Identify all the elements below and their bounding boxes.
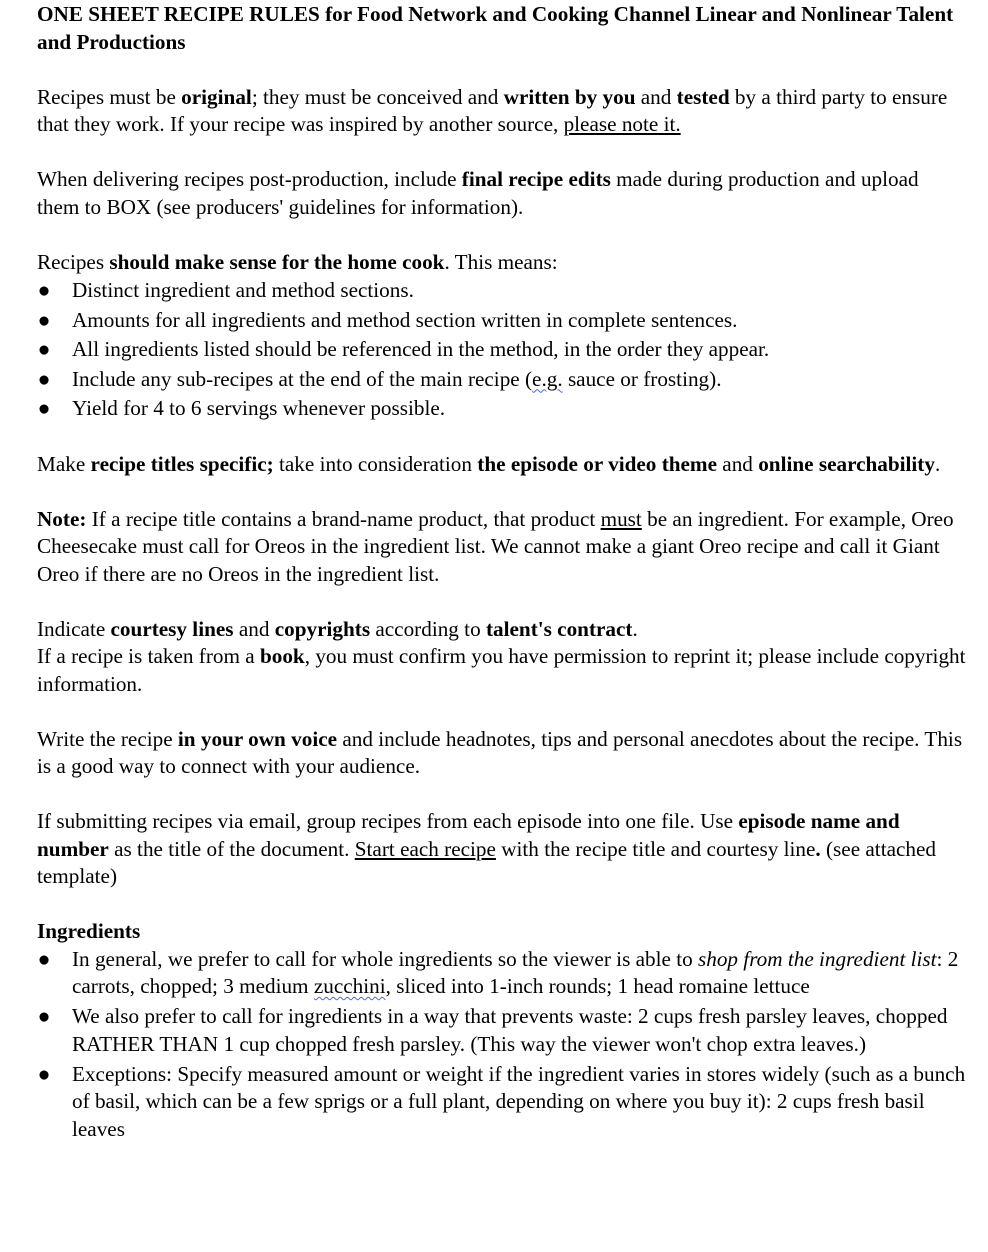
text: as the title of the document. xyxy=(108,836,355,861)
text: Recipes xyxy=(37,249,110,274)
list-item-text: Distinct ingredient and method sections. xyxy=(72,278,414,302)
paragraph-note xyxy=(37,506,966,589)
text: and xyxy=(233,616,275,641)
text: Write the recipe xyxy=(37,726,178,751)
bold-courtesy-lines: courtesy lines xyxy=(110,616,234,641)
bullet-icon: ● xyxy=(37,366,51,391)
text: . xyxy=(934,451,941,476)
paragraph-originality xyxy=(37,84,966,139)
text: and xyxy=(717,451,759,476)
text: If submitting recipes via email, group recipes from each episode into one file. Use xyxy=(37,809,739,833)
bullet-icon: ● xyxy=(37,337,51,361)
list-item xyxy=(37,335,966,365)
list-item xyxy=(37,306,966,336)
bold-talent-contract: talent's contract xyxy=(485,616,633,641)
ingredients-heading: Ingredients xyxy=(37,919,141,943)
text: take into consideration xyxy=(273,451,478,476)
underlined-note: please note it. xyxy=(563,112,681,136)
bold-recipe-titles: recipe titles specific; xyxy=(90,451,274,476)
paragraph-courtesy xyxy=(37,616,966,644)
paragraph-titles xyxy=(37,451,966,479)
list-item xyxy=(37,946,966,1001)
paragraph-book xyxy=(37,643,966,698)
underlined-must: must xyxy=(600,506,642,531)
bullet-icon: ● xyxy=(37,396,51,420)
bold-episode-name: episode name and number xyxy=(37,809,900,861)
list-item xyxy=(37,365,966,395)
bullet-icon: ● xyxy=(37,1004,51,1028)
paragraph-voice xyxy=(37,726,966,781)
text: If a recipe title contains a brand-name product, that product xyxy=(86,506,601,531)
list-item xyxy=(37,394,966,424)
bold-own-voice: in your own voice xyxy=(177,726,338,751)
bullet-icon: ● xyxy=(37,307,51,332)
bold-original: original xyxy=(181,84,252,109)
bullet-icon: ● xyxy=(37,278,51,302)
list-item xyxy=(37,1003,966,1058)
text: with the recipe title and courtesy line xyxy=(495,836,816,861)
paragraph-email xyxy=(37,808,966,891)
paragraph-post-production xyxy=(37,166,966,221)
text: Make xyxy=(37,451,91,476)
ingredients-list xyxy=(37,946,966,1144)
text: When delivering recipes post-production, include xyxy=(37,167,462,191)
text: according to xyxy=(370,616,486,641)
list-item-text: All ingredients listed should be referenced in the method, in the order they appear. xyxy=(72,337,770,361)
text: . This means: xyxy=(444,249,558,274)
text: Indicate xyxy=(37,616,111,641)
list-item-text: , sliced into 1-inch rounds; 1 head romaine lettuce xyxy=(385,974,810,998)
bullet-icon: ● xyxy=(37,946,51,971)
bullet-icon: ● xyxy=(37,1061,51,1086)
list-item-text: We also prefer to call for ingredients in a way that prevents waste: 2 cups fresh parsley leaves, chopped RATHER THAN 1 cup chopped fresh parsley. (This way the viewer won't chop extra leaves.) xyxy=(72,1004,948,1056)
text: . xyxy=(632,616,638,641)
text: and xyxy=(635,84,677,109)
bold-episode-theme: the episode or video theme xyxy=(477,451,717,476)
text: and include headnotes, tips and personal anecdotes about the recipe. This is a good way to connect with your audience. xyxy=(37,726,963,778)
bold-searchability: online searchability xyxy=(758,451,935,476)
list-item-text: sauce or frosting). xyxy=(562,366,722,391)
list-item xyxy=(37,276,966,306)
text: made during production and upload them to BOX (see producers' guidelines for information). xyxy=(37,167,919,219)
bold-copyrights: copyrights xyxy=(274,616,371,641)
italic-shop-from-list: shop from the ingredient list xyxy=(697,946,937,971)
text: Recipes must be xyxy=(37,84,182,109)
spellcheck-flagged-text: zucchini xyxy=(313,974,386,998)
bold-final-recipe-edits: final recipe edits xyxy=(461,167,611,191)
underlined-start-each-recipe: Start each recipe xyxy=(354,836,496,861)
bold-home-cook: should make sense for the home cook xyxy=(109,249,445,274)
bold-book: book xyxy=(259,644,305,668)
spellcheck-flagged-text: e.g. xyxy=(532,366,563,391)
list-item-text: : 2 carrots, chopped; 3 medium xyxy=(72,946,959,998)
list-item-text: Include any sub-recipes at the end of the main recipe ( xyxy=(72,366,533,391)
text: by a third party to ensure that they work. If your recipe was inspired by another source, xyxy=(37,84,948,136)
list-item xyxy=(37,1061,966,1144)
text: (see attached template) xyxy=(37,836,936,888)
list-item-text: In general, we prefer to call for whole ingredients so the viewer is able to xyxy=(72,946,698,971)
bold-note-label: Note: xyxy=(37,506,87,531)
text: , you must confirm you have permission to reprint it; please include copyright information. xyxy=(37,644,966,696)
home-cook-list xyxy=(37,276,966,424)
text: If a recipe is taken from a xyxy=(37,644,260,668)
bold-written-by-you: written by you xyxy=(503,84,636,109)
list-item-text: Yield for 4 to 6 servings whenever possible. xyxy=(72,396,446,420)
bold-tested: tested xyxy=(676,84,730,109)
list-item-text: Exceptions: Specify measured amount or weight if the ingredient varies in stores widely (such as a bunch of basil, which can be a few sprigs or a full plant, depending on where you buy it): 2 cups fresh basil leaves xyxy=(72,1061,966,1141)
paragraph-home-cook xyxy=(37,249,966,277)
bold-period: . xyxy=(815,836,821,861)
text: be an ingredient. For example, Oreo Cheesecake must call for Oreos in the ingredient list. We cannot make a giant Oreo recipe and call it Giant Oreo if there are no Oreos in the ingredient list. xyxy=(37,506,954,586)
text: ; they must be conceived and xyxy=(251,84,504,109)
document-title: ONE SHEET RECIPE RULES for Food Network and Cooking Channel Linear and Nonlinear Talent and Productions xyxy=(37,2,954,54)
list-item-text: Amounts for all ingredients and method section written in complete sentences. xyxy=(72,307,738,332)
